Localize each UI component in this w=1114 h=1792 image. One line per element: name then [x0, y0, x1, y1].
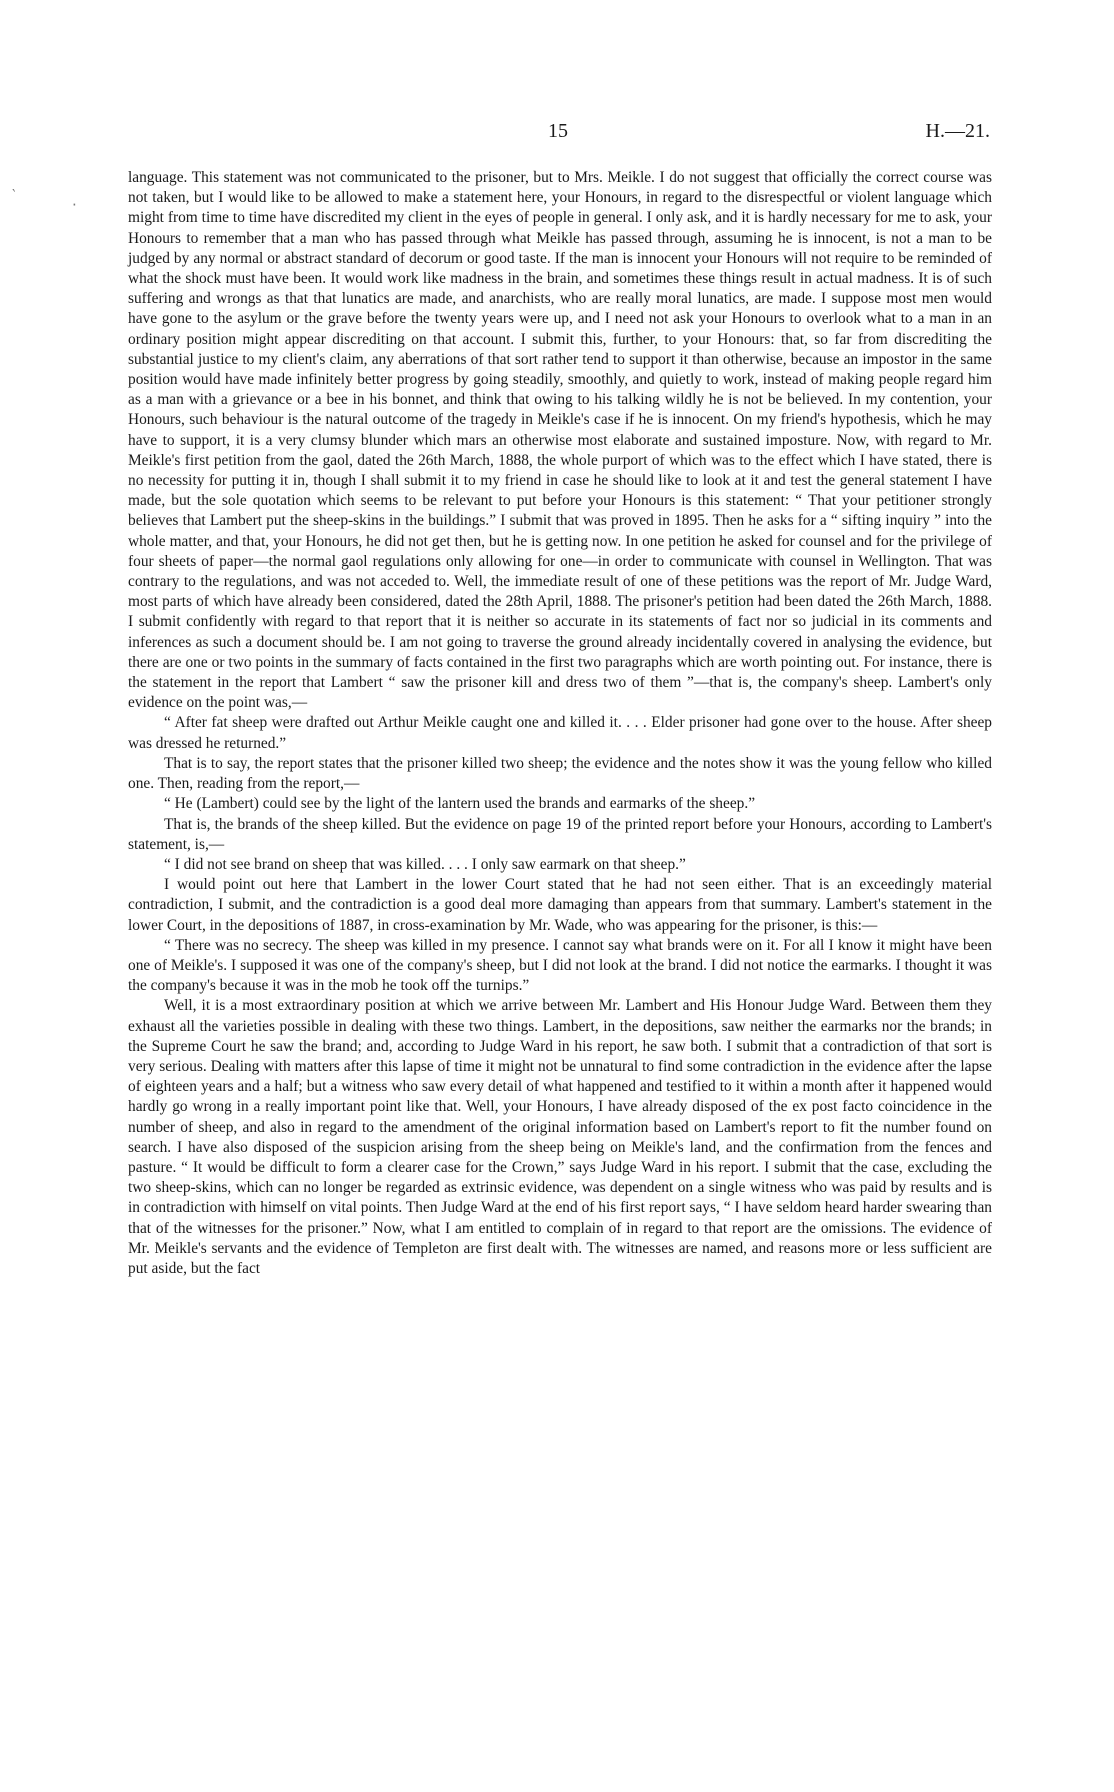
quotation: “ There was no secrecy. The sheep was killed in my presence. I cannot say what brands were on it. For all I know it might have been one of Meikle's. I supposed it was one of the company's sheep, but I did not look at the brand. I did not notice the earmarks. I thought it was the company's because it was in the mob he took off the turnips.”: [128, 936, 992, 995]
paragraph: That is to say, the report states that the prisoner killed two sheep; the evidence and the notes show it was the young fellow who killed one. Then, reading from the report,—: [128, 754, 992, 793]
paragraph: language. This statement was not communicated to the prisoner, but to Mrs. Meikle. I do not suggest that officially the correct course was not taken, but I would like to be allowed to make a statement here, your Honours, in regard to the disrespectful or violent language which might from time to time have discredited my client in the eyes of people in general. I only ask, and it is hardly necessary for me to ask, your Honours to remember that a man who has passed through what Meikle has passed through, assuming he is innocent, is not a man to be judged by any normal or abstract standard of decorum or good taste. If the man is innocent your Honours will not require to be reminded of what the shock must have been. It would work like madness in the brain, and sometimes these things result in actual madness. It is of such suffering and wrongs as that that lunatics are made, and anarchists, who are really moral lunatics, are made. I suppose most men would have gone to the asylum or the grave before the twenty years were up, and I need not ask your Honours to overlook what to a man in an ordinary position might appear discrediting on that account. I submit this, further, to your Honours: that, so far from discrediting the substantial justice to my client's claim, any aberrations of that sort rather tend to support it than otherwise, because an impostor in the same position would have made infinitely better progress by going steadily, smoothly, and quietly to work, instead of making people regard him as a man with a grievance or a bee in his bonnet, and think that owing to his talking wildly he is not be believed. In my contention, your Honours, such behaviour is the natural outcome of the tragedy in Meikle's case if he is innocent. On my friend's hypothesis, which he may have to support, it is a very clumsy blunder which mars an otherwise most elaborate and sustained imposture. Now, with regard to Mr. Meikle's first petition from the gaol, dated the 26th March, 1888, the whole purport of which was to the effect which I have stated, there is no necessity for putting it in, though I shall submit it to my friend in case he should like to look at it and test the general statement I have made, but the sole quotation which seems to be relevant to put before your Honours is this statement: “ That your petitioner strongly believes that Lambert put the sheep-skins in the buildings.” I submit that was proved in 1895. Then he asks for a “ sifting inquiry ” into the whole matter, and that, your Honours, he did not get then, but he is getting now. In one petition he asked for counsel and for the privilege of four sheets of paper—the normal gaol regulations only allowing for one—in order to communicate with counsel in Wellington. That was contrary to the regulations, and was not acceded to. Well, the immediate result of one of these petitions was the report of Mr. Judge Ward, most parts of which have already been considered, dated the 28th April, 1888. The prisoner's petition had been dated the 26th March, 1888. I submit confidently with regard to that report that it is neither so accurate in its statements of fact nor so judicial in its comments and inferences as such a document should be. I am not going to traverse the ground already incidentally covered in analysing the evidence, but there are one or two points in the summary of facts contained in the first two paragraphs which are worth pointing out. For instance, there is the statement in the report that Lambert “ saw the prisoner kill and dress two of them ”—that is, the company's sheep. Lambert's only evidence on the point was,—: [128, 169, 992, 712]
margin-mark: ‵: [12, 186, 16, 204]
document-reference: H.—21.: [925, 120, 990, 142]
quotation: “ He (Lambert) could see by the light of the lantern used the brands and earmarks of the sheep.”: [164, 795, 756, 813]
page-header: [130, 120, 990, 146]
quotation: “ After fat sheep were drafted out Arthur Meikle caught one and killed it. . . . Elder prisoner had gone over to the house. After sheep was dressed he returned.”: [128, 714, 992, 752]
margin-mark: ·: [72, 196, 77, 214]
quotation: “ I did not see brand on sheep that was killed. . . . I only saw earmark on that sheep.”: [164, 855, 686, 873]
paragraph: That is, the brands of the sheep killed. But the evidence on page 19 of the printed report before your Honours, according to Lambert's statement, is,—: [128, 815, 992, 853]
paragraph: Well, it is a most extraordinary position at which we arrive between Mr. Lambert and His Honour Judge Ward. Between them they exhaust all the varieties possible in dealing with these two things. Lambert, in the depositions, saw neither the earmarks nor the brands; in the Supreme Court he saw the brand; and, according to Judge Ward in his report, he saw both. I submit that a contradiction of that sort is very serious. Dealing with matters after this lapse of time it might not be unnatural to find some contradiction in the evidence after the lapse of eighteen years and a half; but a witness who saw every detail of what happened and testified to it within a month after it happened would hardly go wrong in a really important point like that. Well, your Honours, I have already disposed of the ex post facto coincidence in the number of sheep, and also in regard to the amendment of the original information based on Lambert's report to fit the number found on search. I have also disposed of the suspicion arising from the sheep being on Meikle's land, and the confirmation from the fences and pasture. “ It would be difficult to form a clearer case for the Crown,” says Judge Ward in his report. I submit that the case, excluding the two sheep-skins, which can no longer be regarded as extrinsic evidence, was dependent on a single witness who was paid by results and is in contradiction with himself on vital points. Then Judge Ward at the end of his first report says, “ I have seldom heard harder swearing than that of the witnesses for the prisoner.” Now, what I am entitled to complain of in regard to that report are the omissions. The evidence of Mr. Meikle's servants and the evidence of Templeton are first dealt with. The witnesses are named, and reasons more or less sufficient are put aside, but the fact: [128, 997, 992, 1277]
page-number: 15: [548, 120, 568, 142]
document-body: [128, 168, 992, 1279]
paragraph: I would point out here that Lambert in the lower Court stated that he had not seen either. That is an exceedingly material contradiction, I submit, and the contradiction is a good deal more damaging than appears from that summary. Lambert's statement in the lower Court, in the depositions of 1887, in cross-examination by Mr. Wade, who was appearing for the prisoner, is this:—: [128, 876, 992, 934]
